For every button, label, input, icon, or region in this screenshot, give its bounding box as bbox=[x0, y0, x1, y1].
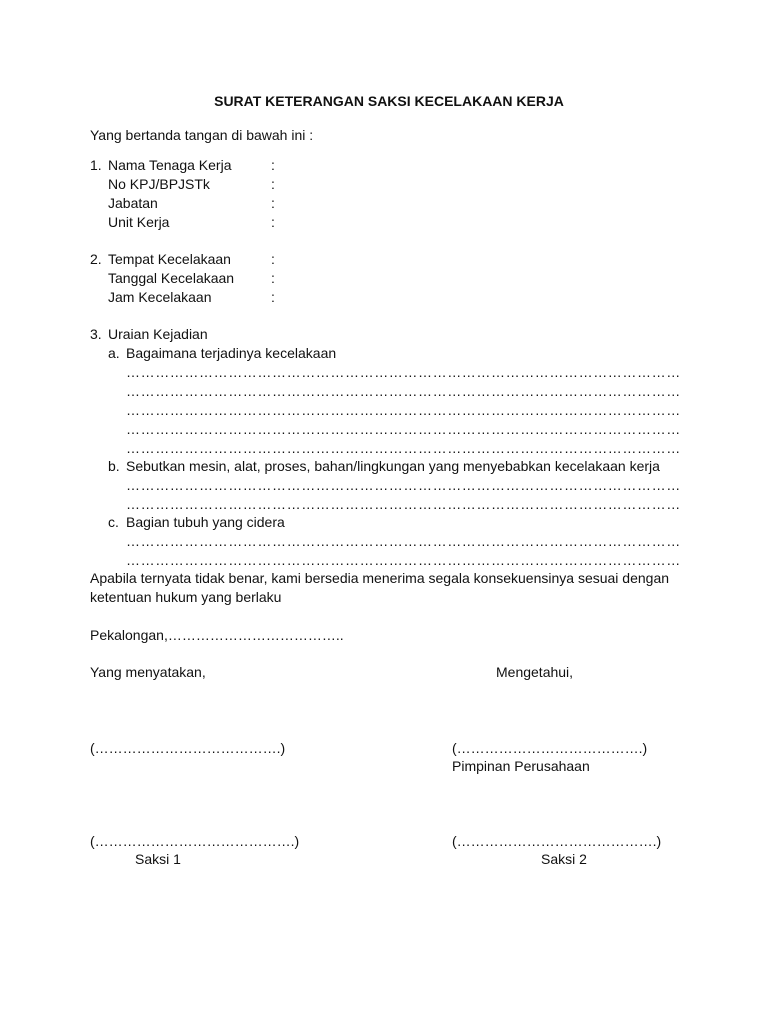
field-colon: : bbox=[271, 195, 275, 211]
section1-number: 1. bbox=[90, 157, 102, 173]
manager-role-label: Pimpinan Perusahaan bbox=[452, 758, 590, 774]
dotted-answer-line: …………………………………………………………………………………………………… bbox=[126, 383, 681, 399]
field-colon: : bbox=[271, 157, 275, 173]
field-colon: : bbox=[271, 214, 275, 230]
item-b-letter: b. bbox=[108, 458, 120, 474]
statement-line-1: Apabila ternyata tidak benar, kami bersedia menerima segala konsekuensinya sesuai dengan bbox=[90, 570, 670, 586]
section3-number: 3. bbox=[90, 326, 102, 342]
document-title: SURAT KETERANGAN SAKSI KECELAKAAN KERJA bbox=[214, 93, 564, 109]
statement-line-2: ketentuan hukum yang berlaku bbox=[90, 589, 282, 605]
dotted-answer-line: …………………………………………………………………………………………………… bbox=[126, 496, 681, 512]
signature-line-witness-2: (…………………………………….) bbox=[452, 833, 662, 849]
right-signature-heading: Mengetahui, bbox=[496, 664, 574, 680]
item-a-letter: a. bbox=[108, 345, 120, 361]
field-colon: : bbox=[271, 270, 275, 286]
field-label-tanggal: Tanggal Kecelakaan bbox=[108, 270, 235, 286]
dotted-answer-line: …………………………………………………………………………………………………… bbox=[126, 364, 681, 380]
dotted-answer-line: …………………………………………………………………………………………………… bbox=[126, 402, 681, 418]
item-c-letter: c. bbox=[108, 514, 119, 530]
field-colon: : bbox=[271, 176, 275, 192]
field-label-tempat: Tempat Kecelakaan bbox=[108, 251, 231, 267]
intro-text: Yang bertanda tangan di bawah ini : bbox=[90, 127, 314, 143]
dotted-answer-line: …………………………………………………………………………………………………… bbox=[126, 421, 681, 437]
section2-number: 2. bbox=[90, 251, 102, 267]
item-b-text: Sebutkan mesin, alat, proses, bahan/lingkungan yang menyebabkan kecelakaan kerja bbox=[126, 458, 660, 474]
signature-line-manager: (………………………………….) bbox=[452, 740, 648, 756]
item-a-text: Bagaimana terjadinya kecelakaan bbox=[126, 345, 337, 361]
field-colon: : bbox=[271, 251, 275, 267]
left-signature-heading: Yang menyatakan, bbox=[90, 664, 206, 680]
signature-line-witness-1: (…………………………………….) bbox=[90, 833, 300, 849]
section3-heading: Uraian Kejadian bbox=[108, 326, 208, 342]
field-colon: : bbox=[271, 289, 275, 305]
place-date: Pekalongan,……………………………….. bbox=[90, 627, 344, 643]
dotted-answer-line: …………………………………………………………………………………………………… bbox=[126, 533, 681, 549]
item-c-text: Bagian tubuh yang cidera bbox=[126, 514, 285, 530]
dotted-answer-line: …………………………………………………………………………………………………… bbox=[126, 477, 681, 493]
field-label-jam: Jam Kecelakaan bbox=[108, 289, 212, 305]
dotted-answer-line: …………………………………………………………………………………………………… bbox=[126, 440, 681, 456]
field-label-kpj: No KPJ/BPJSTk bbox=[108, 176, 210, 192]
field-label-unit-kerja: Unit Kerja bbox=[108, 214, 170, 230]
witness-2-label: Saksi 2 bbox=[541, 851, 587, 867]
signature-line-declarant: (………………………………….) bbox=[90, 740, 286, 756]
field-label-jabatan: Jabatan bbox=[108, 195, 158, 211]
field-label-nama: Nama Tenaga Kerja bbox=[108, 157, 232, 173]
witness-1-label: Saksi 1 bbox=[135, 851, 181, 867]
dotted-answer-line: …………………………………………………………………………………………………… bbox=[126, 552, 681, 568]
